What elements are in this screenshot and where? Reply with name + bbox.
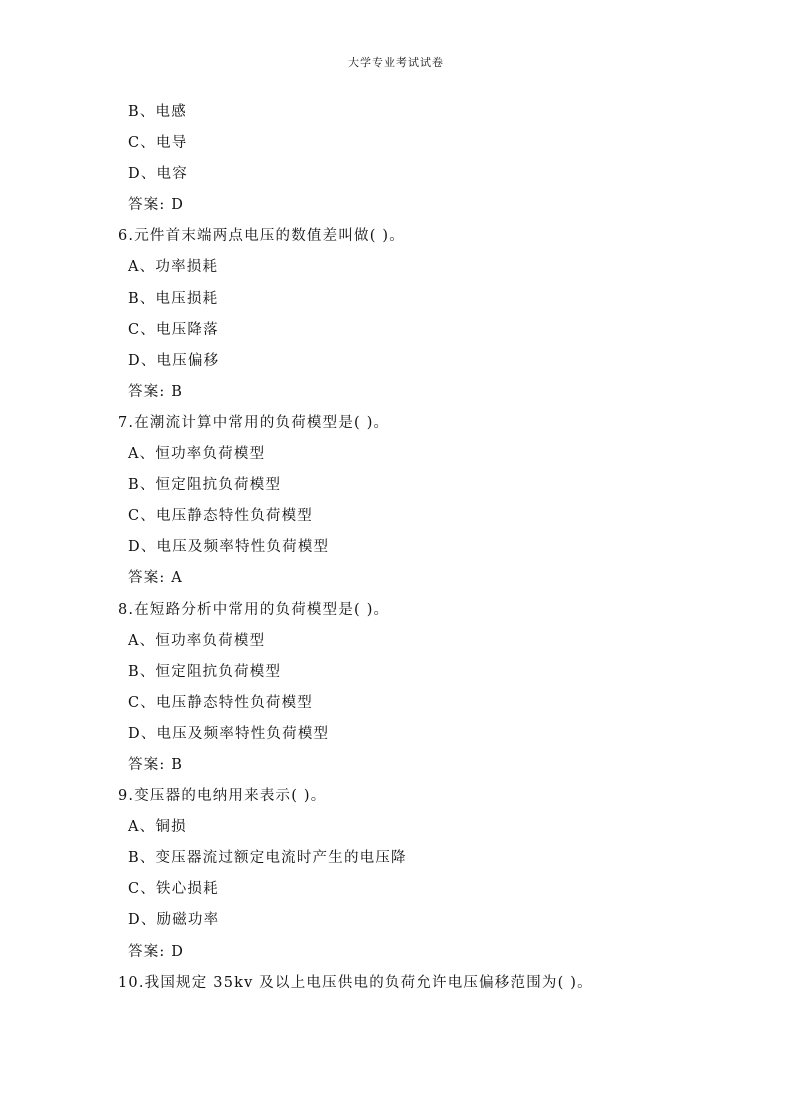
- option-text: A、恒功率负荷模型: [128, 632, 266, 649]
- answer-text: 答案: A: [128, 570, 183, 587]
- option-text: B、变压器流过额定电流时产生的电压降: [128, 850, 407, 867]
- option-text: B、恒定阻抗负荷模型: [128, 477, 282, 494]
- option-text: C、铁心损耗: [128, 881, 219, 898]
- answer-text: 答案: D: [128, 943, 185, 960]
- option-text: B、电感: [128, 104, 187, 120]
- option-text: A、铜损: [128, 819, 187, 836]
- option-text: D、电压及频率特性负荷模型: [128, 725, 330, 742]
- option-text: D、励磁功率: [128, 912, 220, 929]
- option-text: A、功率损耗: [128, 259, 219, 276]
- option-text: B、电压损耗: [128, 290, 219, 307]
- option-text: A、恒功率负荷模型: [128, 446, 266, 463]
- option-text: D、电压偏移: [128, 352, 220, 369]
- answer-text: 答案: B: [128, 756, 184, 773]
- option-text: B、恒定阻抗负荷模型: [128, 663, 282, 680]
- option-text: D、电容: [128, 166, 188, 183]
- option-text: C、电压静态特性负荷模型: [128, 508, 313, 525]
- option-text: D、电压及频率特性负荷模型: [128, 539, 330, 556]
- answer-text: 答案: D: [128, 197, 185, 214]
- question-text: 10.我国规定 35kv 及以上电压供电的负荷允许电压偏移范围为( )。: [118, 974, 593, 991]
- question-text: 6.元件首末端两点电压的数值差叫做( )。: [118, 228, 405, 245]
- exam-content: [118, 97, 738, 999]
- question-text: 9.变压器的电纳用来表示( )。: [118, 788, 327, 805]
- option-text: C、电导: [128, 135, 188, 152]
- answer-text: 答案: B: [128, 383, 184, 400]
- option-text: C、电压降落: [128, 321, 219, 338]
- option-text: C、电压静态特性负荷模型: [128, 694, 313, 711]
- question-text: 8.在短路分析中常用的负荷模型是( )。: [118, 601, 390, 618]
- page-header: 大学专业考试试卷: [348, 56, 444, 69]
- question-text: 7.在潮流计算中常用的负荷模型是( )。: [118, 414, 390, 431]
